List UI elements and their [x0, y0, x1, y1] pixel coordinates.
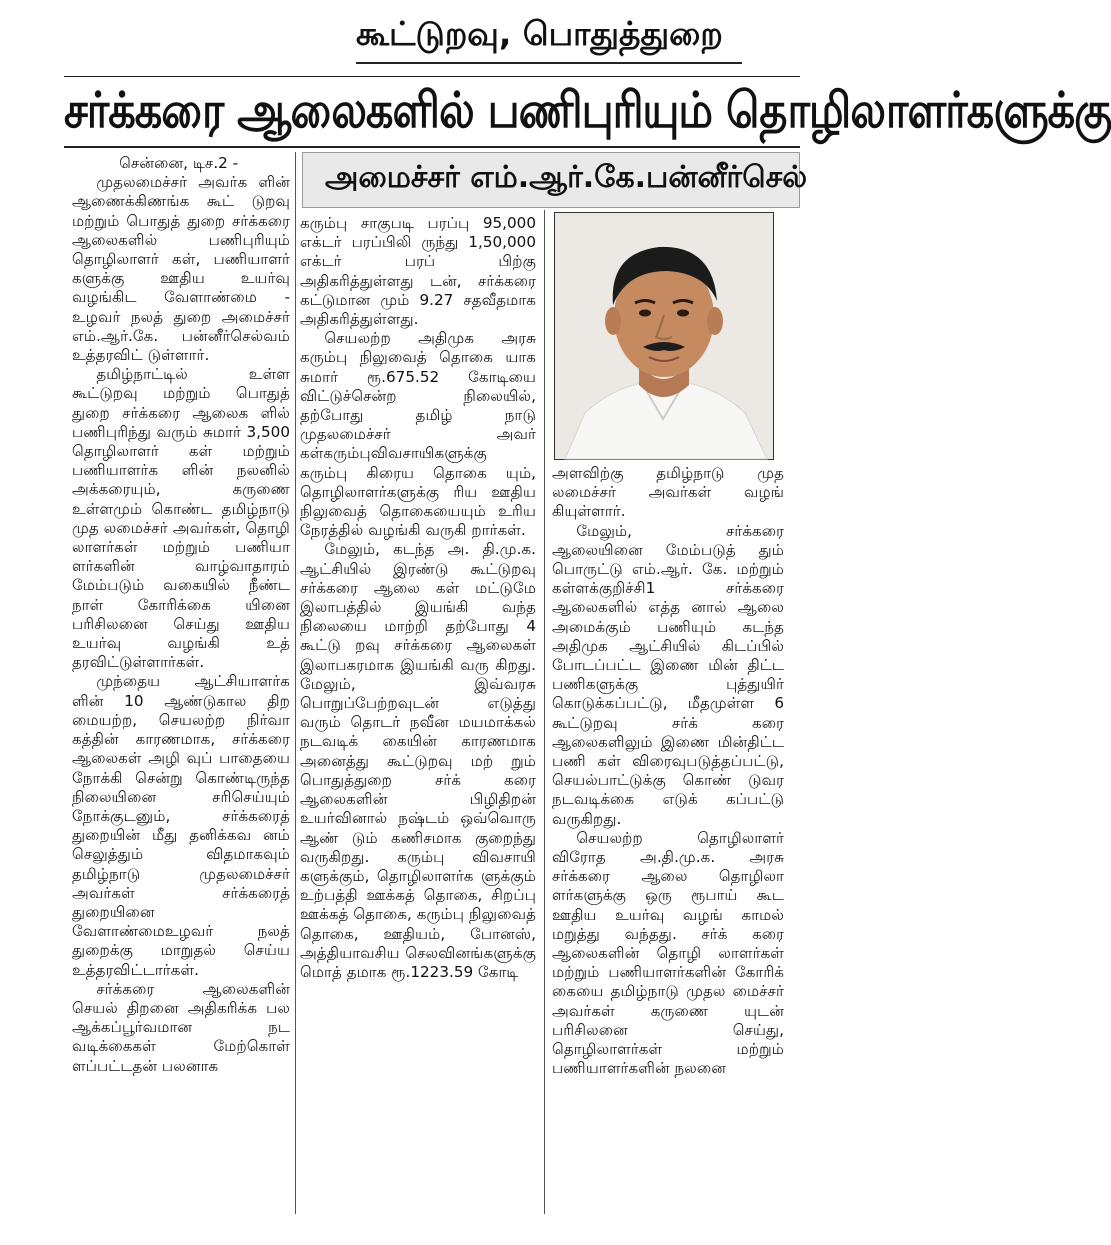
paragraph: சர்க்கரை ஆலைகளின் செயல் திறனை அதிகரிக்க பல ஆக்கப்பூர்வமான நட வடிக்கைகள் மேற்கொள் ளப்பட்டதன் பலனாக	[72, 979, 290, 1075]
paragraph: கரும்பு சாகுபடி பரப்பு 95,000 எக்டர் பரப்பிலி ருந்து 1,50,000 எக்டர் பரப் பிற்கு அதிகரித்துள்ளது டன், சர்க்கரை கட்டுமான மும் 9.27 சதவீதமாக அதிகரித்துள்ளது.	[300, 214, 536, 329]
kicker-underline	[356, 62, 742, 64]
minister-photo	[554, 212, 774, 460]
headline-top-rule	[64, 76, 800, 77]
paragraph: அளவிற்கு தமிழ்நாடு முத லமைச்சர் அவர்கள் வழங் கியுள்ளார்.	[552, 464, 784, 521]
subheadline-box	[302, 152, 808, 208]
paragraph: தமிழ்நாட்டில் உள்ள கூட்டுறவு மற்றும் பொதுத் துறை சர்க்கரை ஆலைக ளில் பணிபுரிந்து வரும் சுமார் 3,500 தொழிலாளர் கள் மற்றும் பணியாளர்க ளின் நலனில் அக்கரையும், கருணை உள்ளமும் கொண்ட தமிழ்நாடு முத லமைச்சர் அவர்கள், தொழி லாளர்கள் மற்றும் பணியா ளர்களின் வாழ்வாதாரம் மேம்படும் வகையில் நீண்ட நாள் கோரிக்கை யினை பரிசிலனை செய்து ஊதிய உயர்வு வழங்கி உத் தரவிட்டுள்ளார்கள்.	[72, 365, 290, 672]
column-divider-2	[544, 210, 545, 1214]
article-column-2	[300, 214, 536, 1214]
paragraph: முந்தைய ஆட்சியாளர்க ளின் 10 ஆண்டுகால திற மையற்ற, செயலற்ற நிர்வா கத்தின் காரணமாக, சர்க்கரை ஆலைகள் அழி வுப் பாதையை நோக்கி சென்று கொண்டிருந்த நிலையினை சரிசெய்யும் நோக்குடனும், சர்க்கரைத் துறையின் மீது தனிக்கவ னம் செலுத்தும் விதமாகவும் தமிழ்நாடு முதலமைச்சர் அவர்கள் சர்க்கரைத் துறையினை வேளாண்மைஉழவர் நலத் துறைக்கு மாறுதல் செய்ய உத்தரவிட்டார்கள்.	[72, 672, 290, 979]
paragraph: மேலும், கடந்த அ. தி.மு.க. ஆட்சியில் இரண்டு கூட்டுறவு சர்க்கரை ஆலை கள் மட்டுமே இலாபத்தில் இயங்கி வந்த நிலையை மாற்றி தற்போது 4 கூட்டு றவு சர்க்கரை ஆலைகள் இலாபகரமாக இயங்கி வரு கிறது. மேலும், இவ்வரசு பொறுப்பேற்றவுடன் எடுத்து வரும் தொடர் நவீன மயமாக்கல் நடவடிக் கையின் காரணமாக அனைத்து கூட்டுறவு மற் றும் பொதுத்துறை சர்க் கரை ஆலைகளின் பிழிதிறன் உயர்வினால் நஷ்டம் ஒவ்வொரு ஆண் டும் கணிசமாக குறைந்து வருகிறது. கரும்பு விவசாயி களுக்கும், தொழிலாளர்க ளுக்கும் உற்பத்தி ஊக்கத் தொகை, சிறப்பு ஊக்கத் தொகை, கரும்பு நிலுவைத் தொகை, ஊதியம், போனஸ், அத்தியாவசிய செலவினங்களுக்கு மொத் தமாக ரூ.1223.59 கோடி	[300, 540, 536, 981]
paragraph: முதலமைச்சர் அவர்க ளின் ஆணைக்கிணங்க கூட் டுறவு மற்றும் பொதுத் துறை சர்க்கரை ஆலைகளில் பணிபுரியும் தொழிலாளர் கள், பணியாளர் களுக்கு ஊதிய உயர்வு வழங்கிட வேளாண்மை - உழவர் நலத் துறை அமைச்சர் எம்.ஆர்.கே. பன்னீர்செல்வம் உத்தரவிட் டுள்ளார்.	[72, 173, 290, 365]
subheadline: அமைச்சர் எம்.ஆர்.கே.பன்னீர்செல்	[325, 160, 808, 195]
article-column-3	[552, 464, 784, 1214]
paragraph: செயலற்ற தொழிலாளர் விரோத அ.தி.மு.க. அரசு சர்க்கரை ஆலை தொழிலா ளர்களுக்கு ஒரு ரூபாய் கூட ஊதிய உயர்வு வழங் காமல் மறுத்து வந்தது. சர்க் கரை ஆலைகளின் தொழி லாளர்கள் மற்றும் பணியாளர்களின் கோரிக் கையை தமிழ்நாடு முதல மைச்சர் அவர்கள் கருணை யுடன் பரிசிலனை செய்து, தொழிலாளர்கள் மற்றும் பணியாளர்களின் நலனை	[552, 828, 784, 1078]
section-kicker: கூட்டுறவு, பொதுத்துறை	[356, 14, 723, 53]
headline: சர்க்கரை ஆலைகளில் பணிபுரியும் தொழிலாளர்களுக்கு	[64, 82, 1111, 140]
column-divider-1	[295, 152, 296, 1214]
paragraph: செயலற்ற அதிமுக அரசு கரும்பு நிலுவைத் தொகை யாக சுமார் ரூ.675.52 கோடியை விட்டுச்சென்ற நிலையில், தற்போது தமிழ் நாடு முதலமைச்சர் அவர் கள்கரும்புவிவசாயிகளுக்கு கரும்பு கிரைய தொகை யும், தொழிலாளர்களுக்கு ரிய ஊதிய நிலுவைத் தொகையையும் உரிய நேரத்தில் வழங்கி வருகி றார்கள்.	[300, 329, 536, 540]
article-column-1	[72, 154, 290, 1214]
portrait-photo-icon	[555, 213, 773, 459]
dateline: சென்னை, டிச.2 -	[119, 154, 239, 172]
headline-bottom-rule	[64, 146, 800, 148]
paragraph: மேலும், சர்க்கரை ஆலையினை மேம்படுத் தும் பொருட்டு எம்.ஆர். கே. மற்றும் கள்ளக்குறிச்சி1 சர்க்கரை ஆலைகளில் எத்த னால் ஆலை அமைக்கும் பணியும் கடந்த அதிமுக ஆட்சியில் கிடப்பில் போடப்பட்ட இணை மின் திட்ட பணிகளுக்கு புத்துயிர் கொடுக்கப்பட்டு, மீதமுள்ள 6 கூட்டுறவு சர்க் கரை ஆலைகளிலும் இணை மின்திட்ட பணி கள் விரைவுபடுத்தப்பட்டு, செயல்பாட்டுக்கு கொண் டுவர நடவடிக்கை எடுக் கப்பட்டு வருகிறது.	[552, 521, 784, 828]
